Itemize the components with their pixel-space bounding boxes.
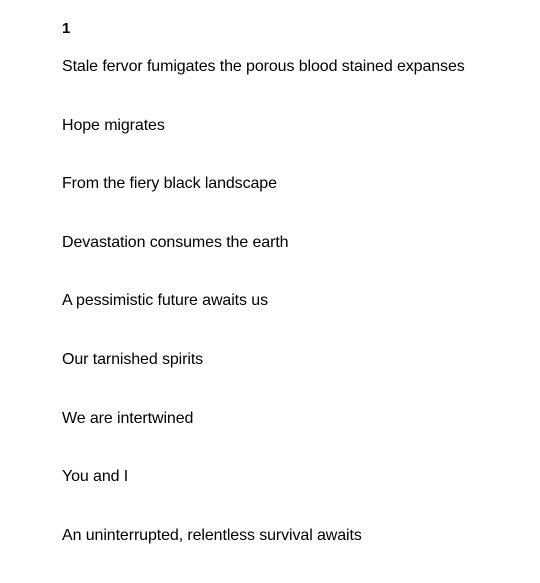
- poem-line: Devastation consumes the earth: [62, 233, 289, 251]
- poem-line: From the fiery black landscape: [62, 175, 277, 193]
- section-number: 1: [62, 20, 71, 37]
- poem-line: A pessimistic future awaits us: [62, 292, 268, 310]
- poem-line: We are intertwined: [62, 409, 194, 427]
- poem-lines: [62, 56, 465, 583]
- poem-line: You and I: [62, 468, 129, 486]
- poem-line: Our tarnished spirits: [62, 350, 204, 368]
- poem-line: Stale fervor fumigates the porous blood stained expanses: [62, 58, 465, 75]
- poem-line: An uninterrupted, relentless survival awaits: [62, 526, 362, 544]
- poem-line: Hope migrates: [62, 116, 165, 134]
